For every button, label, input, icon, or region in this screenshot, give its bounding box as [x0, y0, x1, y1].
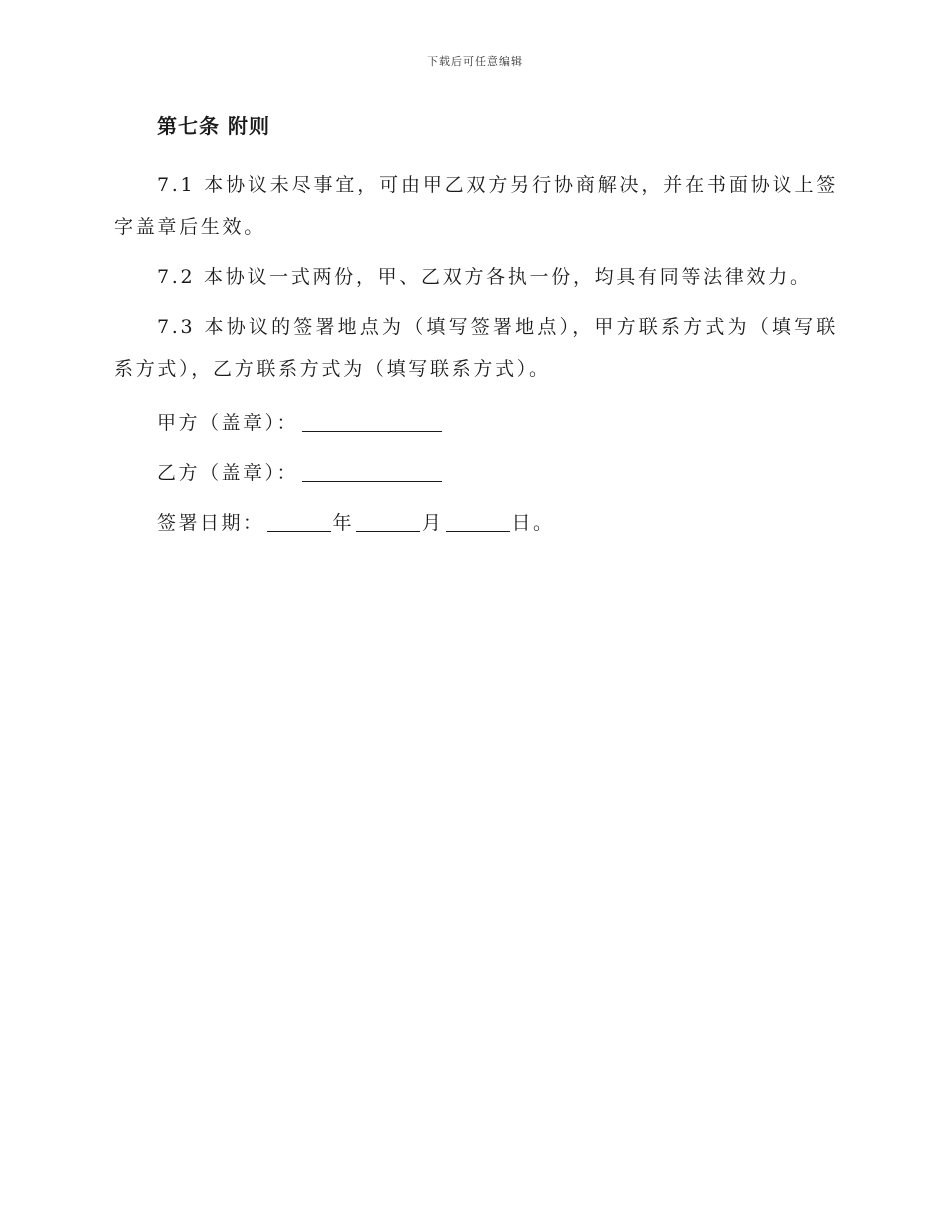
- party-b-blank[interactable]: [302, 459, 442, 482]
- month-unit: 月: [422, 512, 444, 534]
- year-unit: 年: [332, 512, 355, 534]
- clause-7-1: 7.1 本协议未尽事宜，可由甲乙双方另行协商解决，并在书面协议上签字盖章后生效。: [114, 174, 838, 238]
- party-a-blank[interactable]: [302, 409, 442, 432]
- clause-7-3: 7.3 本协议的签署地点为（填写签署地点），甲方联系方式为（填写联系方式），乙方联系方式为（填写联系方式）。: [114, 316, 838, 380]
- document-body: [114, 108, 838, 548]
- month-blank[interactable]: [356, 509, 420, 532]
- section-title: 第七条 附则: [157, 114, 270, 138]
- party-b-signature-line: [114, 448, 838, 498]
- clause-7-2: 7.2 本协议一式两份，甲、乙双方各执一份，均具有同等法律效力。: [157, 266, 812, 288]
- header-note: 下载后可任意编辑: [427, 55, 523, 68]
- day-unit: 日。: [511, 512, 555, 534]
- signing-date-line: [114, 498, 838, 548]
- party-a-label: 甲方（盖章）：: [157, 412, 299, 434]
- party-b-label: 乙方（盖章）：: [157, 462, 299, 484]
- date-label: 签署日期：: [157, 512, 265, 534]
- day-blank[interactable]: [446, 509, 510, 532]
- year-blank[interactable]: [267, 509, 331, 532]
- party-a-signature-line: [114, 398, 838, 448]
